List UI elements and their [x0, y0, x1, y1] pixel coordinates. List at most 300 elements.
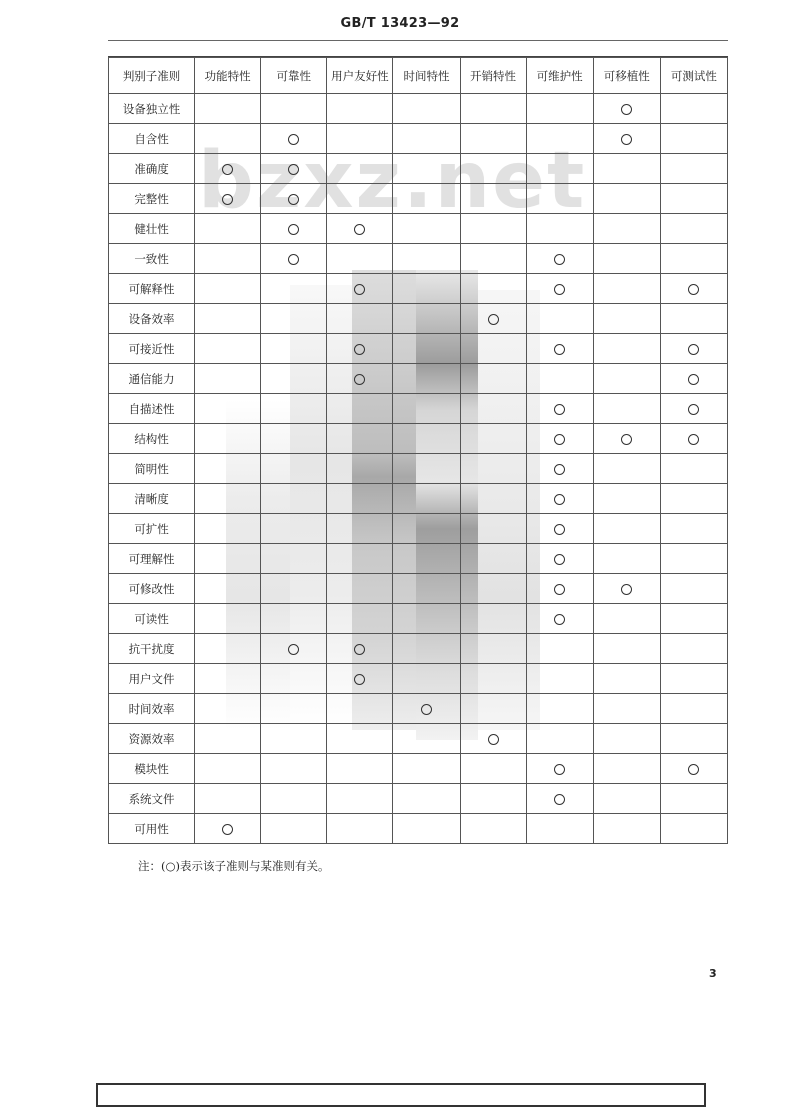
column-header: 用户友好性 — [327, 58, 393, 94]
table-cell — [393, 604, 460, 634]
table-cell — [393, 214, 460, 244]
row-label: 用户文件 — [109, 664, 195, 694]
table-row — [109, 214, 728, 244]
table-cell — [195, 184, 261, 214]
table-cell — [261, 724, 327, 754]
row-label: 系统文件 — [109, 784, 195, 814]
table-cell — [195, 664, 261, 694]
table-cell — [393, 514, 460, 544]
table-cell — [261, 454, 327, 484]
table-cell — [660, 244, 727, 274]
row-label: 可修改性 — [109, 574, 195, 604]
table-cell — [195, 94, 261, 124]
table-cell — [526, 214, 593, 244]
table-cell — [593, 364, 660, 394]
table-cell — [261, 304, 327, 334]
table-row — [109, 574, 728, 604]
circle-mark-icon — [288, 644, 299, 655]
table-cell — [261, 754, 327, 784]
row-label: 模块性 — [109, 754, 195, 784]
table-cell — [526, 424, 593, 454]
row-label: 时间效率 — [109, 694, 195, 724]
table-cell — [660, 574, 727, 604]
table-row — [109, 784, 728, 814]
table-cell — [460, 214, 526, 244]
table-cell — [526, 514, 593, 544]
circle-mark-icon — [688, 284, 699, 295]
table-cell — [261, 244, 327, 274]
row-label: 结构性 — [109, 424, 195, 454]
table-cell — [261, 214, 327, 244]
page-number: 3 — [709, 967, 717, 980]
table-body — [109, 94, 728, 844]
table-cell — [327, 304, 393, 334]
table-note: 注：(○)表示该子准则与某准则有关。 — [138, 859, 330, 873]
table-cell — [393, 724, 460, 754]
table-cell — [460, 514, 526, 544]
table-cell — [593, 184, 660, 214]
table-cell — [660, 664, 727, 694]
circle-mark-icon — [288, 134, 299, 145]
table-row — [109, 274, 728, 304]
table-cell — [460, 424, 526, 454]
table-cell — [526, 154, 593, 184]
table-cell — [526, 244, 593, 274]
table-cell — [593, 424, 660, 454]
table-cell — [261, 124, 327, 154]
table-cell — [261, 664, 327, 694]
table-cell — [593, 754, 660, 784]
table-cell — [593, 214, 660, 244]
table-cell — [195, 724, 261, 754]
table-cell — [526, 784, 593, 814]
table-cell — [593, 244, 660, 274]
table-cell — [195, 424, 261, 454]
table-cell — [660, 94, 727, 124]
table-row — [109, 724, 728, 754]
table-cell — [593, 94, 660, 124]
table-row — [109, 94, 728, 124]
table-cell — [261, 604, 327, 634]
circle-mark-icon — [621, 434, 632, 445]
table-cell — [261, 184, 327, 214]
table-cell — [593, 814, 660, 844]
table-cell — [593, 634, 660, 664]
table-header-row — [109, 58, 728, 94]
table-cell — [327, 424, 393, 454]
circle-mark-icon — [688, 344, 699, 355]
circle-mark-icon — [488, 734, 499, 745]
table-row — [109, 304, 728, 334]
column-header: 可移植性 — [593, 58, 660, 94]
table-cell — [526, 484, 593, 514]
table-row — [109, 424, 728, 454]
table-cell — [327, 664, 393, 694]
table-cell — [261, 274, 327, 304]
table-cell — [526, 664, 593, 694]
table-cell — [526, 694, 593, 724]
circle-mark-icon — [554, 404, 565, 415]
page-header: GB/T 13423—92 — [340, 16, 460, 31]
table-cell — [195, 754, 261, 784]
row-label: 设备独立性 — [109, 94, 195, 124]
table-cell — [327, 364, 393, 394]
table-cell — [327, 244, 393, 274]
row-label: 可解释性 — [109, 274, 195, 304]
row-label: 可读性 — [109, 604, 195, 634]
column-header: 功能特性 — [195, 58, 261, 94]
table-cell — [526, 634, 593, 664]
table-row — [109, 334, 728, 364]
table-row — [109, 754, 728, 784]
table-cell — [393, 664, 460, 694]
table-cell — [393, 454, 460, 484]
table-cell — [195, 124, 261, 154]
circle-mark-icon — [554, 524, 565, 535]
table-cell — [327, 334, 393, 364]
table-cell — [261, 514, 327, 544]
table-cell — [593, 154, 660, 184]
table-cell — [526, 544, 593, 574]
row-label: 健壮性 — [109, 214, 195, 244]
table-cell — [327, 124, 393, 154]
table-cell — [460, 754, 526, 784]
circle-mark-icon — [288, 224, 299, 235]
table-cell — [327, 184, 393, 214]
table-row — [109, 184, 728, 214]
row-label: 完整性 — [109, 184, 195, 214]
circle-mark-icon — [354, 374, 365, 385]
table-cell — [327, 574, 393, 604]
column-header: 时间特性 — [393, 58, 460, 94]
table-cell — [660, 604, 727, 634]
circle-mark-icon — [288, 194, 299, 205]
table-row — [109, 664, 728, 694]
table-cell — [195, 574, 261, 604]
table-cell — [460, 664, 526, 694]
table-cell — [261, 424, 327, 454]
table-cell — [393, 364, 460, 394]
table-cell — [393, 184, 460, 214]
table-cell — [660, 184, 727, 214]
table-cell — [593, 484, 660, 514]
table-cell — [195, 154, 261, 184]
table-cell — [261, 484, 327, 514]
table-cell — [195, 814, 261, 844]
row-label: 设备效率 — [109, 304, 195, 334]
table-cell — [593, 304, 660, 334]
table-cell — [460, 94, 526, 124]
row-label: 通信能力 — [109, 364, 195, 394]
table-cell — [327, 784, 393, 814]
table-cell — [393, 814, 460, 844]
table-cell — [460, 334, 526, 364]
row-label: 清晰度 — [109, 484, 195, 514]
table-cell — [526, 124, 593, 154]
table-cell — [526, 754, 593, 784]
table-cell — [460, 814, 526, 844]
table-cell — [261, 544, 327, 574]
table-cell — [660, 274, 727, 304]
table-cell — [593, 664, 660, 694]
table-cell — [327, 514, 393, 544]
table-cell — [393, 634, 460, 664]
table-cell — [460, 454, 526, 484]
table-cell — [393, 484, 460, 514]
row-label: 可理解性 — [109, 544, 195, 574]
table-cell — [526, 394, 593, 424]
table-cell — [660, 694, 727, 724]
circle-mark-icon — [621, 104, 632, 115]
table-cell — [460, 154, 526, 184]
table-cell — [393, 304, 460, 334]
table-cell — [526, 274, 593, 304]
table-cell — [660, 454, 727, 484]
table-cell — [593, 124, 660, 154]
table-cell — [660, 394, 727, 424]
table-cell — [593, 574, 660, 604]
table-cell — [460, 484, 526, 514]
table-cell — [327, 724, 393, 754]
table-row — [109, 394, 728, 424]
table-cell — [460, 274, 526, 304]
table-cell — [593, 724, 660, 754]
circle-mark-icon — [488, 314, 499, 325]
circle-mark-icon — [288, 254, 299, 265]
circle-mark-icon — [354, 224, 365, 235]
column-header: 开销特性 — [460, 58, 526, 94]
table-cell — [393, 694, 460, 724]
row-label: 可扩性 — [109, 514, 195, 544]
column-header: 可靠性 — [261, 58, 327, 94]
table-cell — [327, 754, 393, 784]
circle-mark-icon — [554, 614, 565, 625]
table-row — [109, 154, 728, 184]
table-cell — [460, 244, 526, 274]
table-cell — [393, 574, 460, 604]
table-cell — [327, 154, 393, 184]
circle-mark-icon — [222, 824, 233, 835]
table-cell — [327, 94, 393, 124]
table-cell — [526, 814, 593, 844]
table-cell — [195, 304, 261, 334]
table-cell — [261, 784, 327, 814]
table-cell — [526, 604, 593, 634]
circle-mark-icon — [354, 644, 365, 655]
circle-mark-icon — [554, 584, 565, 595]
column-header: 可测试性 — [660, 58, 727, 94]
table-cell — [460, 544, 526, 574]
table-row — [109, 634, 728, 664]
table-cell — [460, 574, 526, 604]
table-cell — [593, 394, 660, 424]
table-cell — [261, 154, 327, 184]
table-cell — [526, 94, 593, 124]
table-cell — [660, 754, 727, 784]
circle-mark-icon — [554, 344, 565, 355]
circle-mark-icon — [354, 344, 365, 355]
table-cell — [593, 604, 660, 634]
table-row — [109, 244, 728, 274]
table-cell — [327, 484, 393, 514]
table-cell — [460, 304, 526, 334]
table-cell — [660, 784, 727, 814]
table-cell — [526, 724, 593, 754]
table-cell — [393, 244, 460, 274]
circle-mark-icon — [554, 764, 565, 775]
table-cell — [393, 754, 460, 784]
table-cell — [593, 694, 660, 724]
circle-mark-icon — [688, 404, 699, 415]
table-row — [109, 454, 728, 484]
table-cell — [660, 724, 727, 754]
row-label: 资源效率 — [109, 724, 195, 754]
criteria-table — [108, 57, 728, 844]
table-row — [109, 484, 728, 514]
circle-mark-icon — [554, 434, 565, 445]
table-cell — [195, 214, 261, 244]
table-cell — [660, 214, 727, 244]
table-cell — [660, 124, 727, 154]
table-cell — [526, 574, 593, 604]
table-cell — [526, 364, 593, 394]
table-cell — [660, 484, 727, 514]
table-cell — [327, 604, 393, 634]
table-cell — [393, 94, 460, 124]
table-cell — [195, 244, 261, 274]
table-cell — [195, 394, 261, 424]
circle-mark-icon — [554, 284, 565, 295]
table-cell — [660, 514, 727, 544]
table-cell — [195, 634, 261, 664]
circle-mark-icon — [688, 434, 699, 445]
table-cell — [526, 454, 593, 484]
table-cell — [393, 394, 460, 424]
table-cell — [261, 394, 327, 424]
table-cell — [195, 274, 261, 304]
table-cell — [593, 454, 660, 484]
table-cell — [660, 334, 727, 364]
table-cell — [593, 334, 660, 364]
table-row — [109, 544, 728, 574]
circle-mark-icon — [554, 794, 565, 805]
circle-mark-icon — [554, 464, 565, 475]
table-cell — [460, 724, 526, 754]
row-label: 简明性 — [109, 454, 195, 484]
row-label: 可接近性 — [109, 334, 195, 364]
table-cell — [261, 334, 327, 364]
table-cell — [195, 604, 261, 634]
table-cell — [261, 94, 327, 124]
row-label: 准确度 — [109, 154, 195, 184]
table-cell — [261, 694, 327, 724]
circle-mark-icon — [554, 494, 565, 505]
circle-mark-icon — [288, 164, 299, 175]
table-cell — [327, 544, 393, 574]
header-rule — [108, 40, 728, 41]
table-cell — [195, 454, 261, 484]
table-cell — [393, 784, 460, 814]
column-header-criterion: 判别子准则 — [109, 58, 195, 94]
table-cell — [660, 544, 727, 574]
table-cell — [195, 364, 261, 394]
table-cell — [460, 784, 526, 814]
table-row — [109, 514, 728, 544]
circle-mark-icon — [222, 164, 233, 175]
circle-mark-icon — [421, 704, 432, 715]
table-row — [109, 694, 728, 724]
table-cell — [393, 154, 460, 184]
table-cell — [261, 364, 327, 394]
table-cell — [393, 124, 460, 154]
table-cell — [593, 544, 660, 574]
row-label: 自描述性 — [109, 394, 195, 424]
table-cell — [393, 334, 460, 364]
table-row — [109, 124, 728, 154]
table-cell — [460, 184, 526, 214]
table-cell — [660, 634, 727, 664]
table-cell — [460, 634, 526, 664]
table-cell — [327, 694, 393, 724]
table-cell — [460, 124, 526, 154]
table-cell — [660, 304, 727, 334]
table-cell — [593, 514, 660, 544]
table-cell — [261, 574, 327, 604]
watermark: bzxz.net — [198, 136, 587, 226]
table-cell — [526, 304, 593, 334]
circle-mark-icon — [354, 674, 365, 685]
circle-mark-icon — [688, 764, 699, 775]
table-cell — [327, 214, 393, 244]
table-cell — [195, 514, 261, 544]
table-cell — [195, 334, 261, 364]
table-cell — [393, 544, 460, 574]
table-row — [109, 604, 728, 634]
circle-mark-icon — [554, 554, 565, 565]
bottom-frame — [96, 1083, 706, 1107]
table-cell — [195, 784, 261, 814]
row-label: 一致性 — [109, 244, 195, 274]
circle-mark-icon — [354, 284, 365, 295]
table-cell — [327, 634, 393, 664]
table-cell — [660, 364, 727, 394]
circle-mark-icon — [554, 254, 565, 265]
table-cell — [460, 394, 526, 424]
circle-mark-icon — [688, 374, 699, 385]
table-cell — [660, 424, 727, 454]
table-cell — [593, 784, 660, 814]
circle-mark-icon — [222, 194, 233, 205]
table-cell — [327, 814, 393, 844]
table-cell — [393, 424, 460, 454]
table-cell — [460, 694, 526, 724]
table-cell — [261, 814, 327, 844]
column-header: 可维护性 — [526, 58, 593, 94]
table-cell — [526, 334, 593, 364]
circle-mark-icon — [621, 584, 632, 595]
table-cell — [393, 274, 460, 304]
table-cell — [460, 604, 526, 634]
circle-mark-icon — [621, 134, 632, 145]
table-cell — [660, 154, 727, 184]
table-cell — [195, 544, 261, 574]
row-label: 自含性 — [109, 124, 195, 154]
table-cell — [261, 634, 327, 664]
table-cell — [327, 394, 393, 424]
table-cell — [195, 694, 261, 724]
row-label: 抗干扰度 — [109, 634, 195, 664]
row-label: 可用性 — [109, 814, 195, 844]
